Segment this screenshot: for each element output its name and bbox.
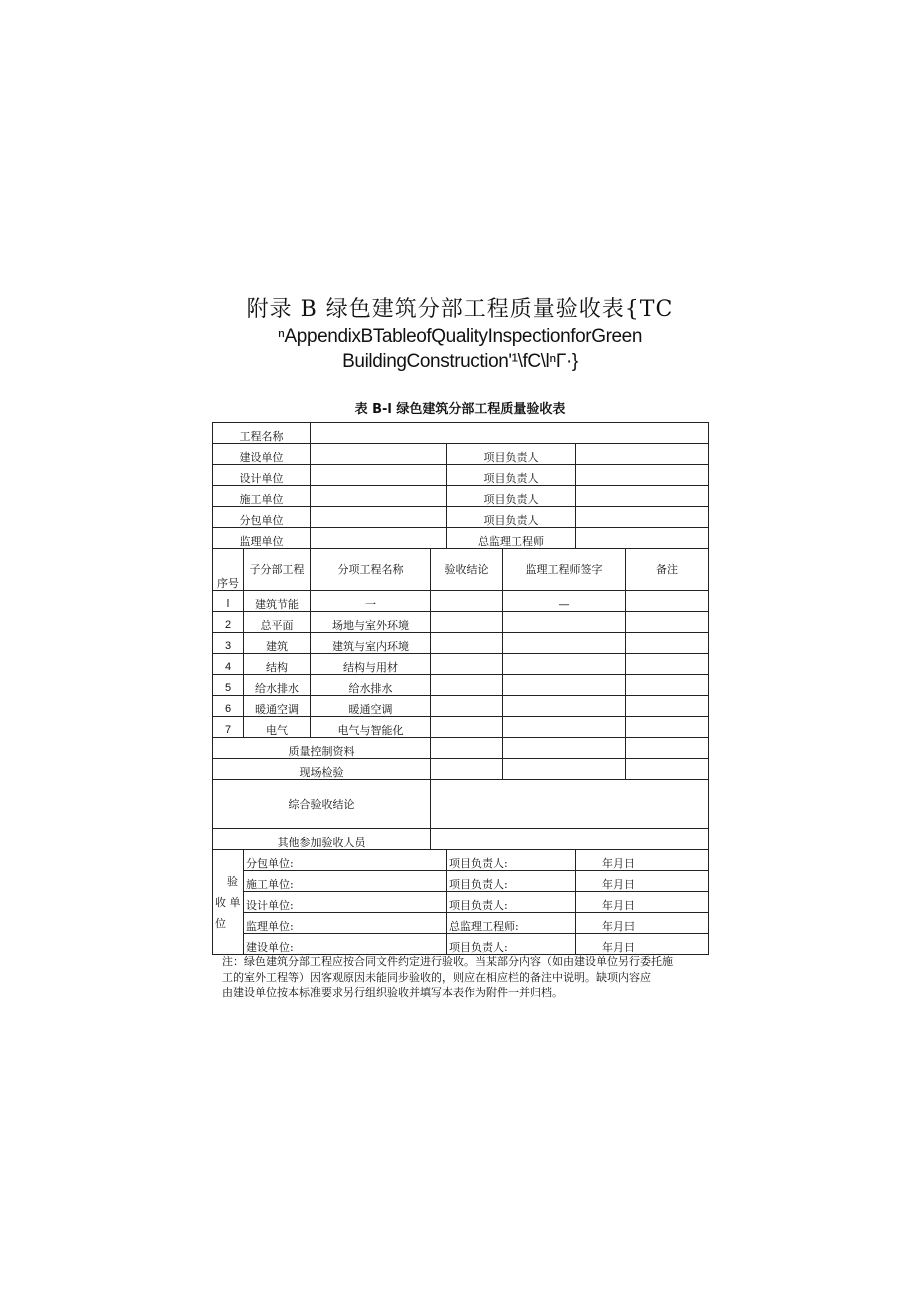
acceptance-row: [213, 871, 709, 892]
acceptance-role[interactable]: 项目负责人:: [447, 892, 576, 913]
sign-cell[interactable]: [503, 675, 626, 696]
result-cell[interactable]: [431, 591, 503, 612]
sign-cell[interactable]: [503, 738, 626, 759]
acceptance-units-label: [213, 850, 244, 955]
sub-project: 建筑节能: [244, 591, 311, 612]
acceptance-label-2: 收 单: [215, 895, 241, 909]
acceptance-date[interactable]: 年月日: [576, 871, 709, 892]
role-value[interactable]: [576, 486, 709, 507]
acceptance-row: [213, 850, 709, 871]
others-row: [213, 829, 709, 850]
appendix-title-cn: 附录 B 绿色建筑分部工程质量验收表{TC: [246, 297, 674, 322]
item-name: 给水排水: [311, 675, 431, 696]
role-value[interactable]: [576, 465, 709, 486]
sign-cell[interactable]: [503, 633, 626, 654]
result-cell[interactable]: [431, 675, 503, 696]
row-number: 7: [213, 717, 244, 738]
acceptance-row: [213, 892, 709, 913]
row-number: 6: [213, 696, 244, 717]
table-row: [213, 591, 709, 612]
column-header-row: [213, 549, 709, 591]
remark-cell[interactable]: [626, 633, 709, 654]
role-label: 项目负责人: [447, 444, 576, 465]
result-cell[interactable]: [431, 696, 503, 717]
remark-header: 备注: [626, 549, 709, 591]
project-name-row: [213, 423, 709, 444]
remark-cell[interactable]: [626, 612, 709, 633]
sub-project: 建筑: [244, 633, 311, 654]
row-number: 5: [213, 675, 244, 696]
item-name: 电气与智能化: [311, 717, 431, 738]
footnote-line-3: 由建设单位按本标准要求另行组织验收并填写本表作为附件一并归档。: [222, 986, 563, 999]
acceptance-role[interactable]: 总监理工程师:: [447, 913, 576, 934]
remark-cell[interactable]: [626, 759, 709, 780]
appendix-title-en-2: BuildingConstruction'¹\fC\lⁿΓ·}: [342, 351, 578, 372]
result-header: 验收结论: [431, 549, 503, 591]
table-row: [213, 633, 709, 654]
acceptance-date[interactable]: 年月日: [576, 892, 709, 913]
sign-cell[interactable]: [503, 717, 626, 738]
others-label: 其他参加验收人员: [213, 829, 431, 850]
item-name: 暖通空调: [311, 696, 431, 717]
sub-project: 暖通空调: [244, 696, 311, 717]
role-value[interactable]: [576, 507, 709, 528]
remark-cell[interactable]: [626, 591, 709, 612]
overall-row: [213, 780, 709, 829]
remark-cell[interactable]: [626, 675, 709, 696]
item-name: 场地与室外环境: [311, 612, 431, 633]
others-value[interactable]: [431, 829, 709, 850]
row-number: 3: [213, 633, 244, 654]
acceptance-unit[interactable]: 设计单位:: [244, 892, 447, 913]
remark-cell[interactable]: [626, 738, 709, 759]
acceptance-row: [213, 913, 709, 934]
quality-docs-row: [213, 738, 709, 759]
project-name-value[interactable]: [311, 423, 709, 444]
footnote: [222, 954, 692, 1001]
item-name: 建筑与室内环境: [311, 633, 431, 654]
acceptance-unit[interactable]: 分包单位:: [244, 850, 447, 871]
role-label: 项目负责人: [447, 486, 576, 507]
result-cell[interactable]: [431, 612, 503, 633]
acceptance-unit[interactable]: 建设单位:: [244, 934, 447, 955]
acceptance-role[interactable]: 项目负责人:: [447, 871, 576, 892]
remark-cell[interactable]: [626, 654, 709, 675]
sign-cell[interactable]: [503, 654, 626, 675]
acceptance-row: [213, 934, 709, 955]
unit-value[interactable]: [311, 528, 447, 549]
inspection-table: [212, 422, 709, 955]
overall-label: 综合验收结论: [213, 780, 431, 829]
acceptance-unit[interactable]: 监理单位:: [244, 913, 447, 934]
unit-value[interactable]: [311, 507, 447, 528]
table-row: [213, 654, 709, 675]
table-caption: 表 B-l 绿色建筑分部工程质量验收表: [354, 402, 566, 417]
unit-label: 施工单位: [213, 486, 311, 507]
info-row: [213, 507, 709, 528]
sub-project: 电气: [244, 717, 311, 738]
role-label: 项目负责人: [447, 465, 576, 486]
acceptance-role[interactable]: 项目负责人:: [447, 934, 576, 955]
info-row: [213, 486, 709, 507]
unit-label: 监理单位: [213, 528, 311, 549]
unit-label: 建设单位: [213, 444, 311, 465]
site-check-row: [213, 759, 709, 780]
footnote-line-2: 工的室外工程等）因客观原因未能同步验收的，则应在相应栏的备注中说明。缺项内容应: [222, 970, 651, 984]
acceptance-date[interactable]: 年月日: [576, 850, 709, 871]
row-number: 2: [213, 612, 244, 633]
remark-cell[interactable]: [626, 717, 709, 738]
row-number: l: [213, 591, 244, 612]
result-cell[interactable]: [431, 654, 503, 675]
site-check-label: 现场检验: [213, 759, 431, 780]
result-cell[interactable]: [431, 717, 503, 738]
role-label: 项目负责人: [447, 507, 576, 528]
seq-header: 序号: [213, 549, 244, 591]
sub-project: 总平面: [244, 612, 311, 633]
row-number: 4: [213, 654, 244, 675]
role-value[interactable]: [576, 444, 709, 465]
overall-value[interactable]: [431, 780, 709, 829]
quality-docs-label: 质量控制资料: [213, 738, 431, 759]
result-cell[interactable]: [431, 738, 503, 759]
info-row: [213, 528, 709, 549]
item-name: 结构与用材: [311, 654, 431, 675]
footnote-line-1: 注：绿色建筑分部工程应按合同文件约定进行验收。当某部分内容（如由建设单位另行委托施: [222, 955, 673, 968]
sign-cell[interactable]: [503, 696, 626, 717]
sign-cell[interactable]: [503, 759, 626, 780]
result-cell[interactable]: [431, 633, 503, 654]
sign-cell[interactable]: [503, 612, 626, 633]
unit-value[interactable]: [311, 465, 447, 486]
project-name-label: 工程名称: [213, 423, 311, 444]
info-row: [213, 444, 709, 465]
appendix-title-en-1: ⁿAppendixBTableofQualityInspectionforGreen: [277, 326, 643, 347]
info-row: [213, 465, 709, 486]
unit-value[interactable]: [311, 486, 447, 507]
sub-project: 结构: [244, 654, 311, 675]
acceptance-date[interactable]: 年月曰: [576, 913, 709, 934]
role-label: 总监理工程师: [447, 528, 576, 549]
item-name: 一: [311, 591, 431, 612]
acceptance-label-1: 验: [227, 874, 238, 888]
unit-label: 设计单位: [213, 465, 311, 486]
remark-cell[interactable]: [626, 696, 709, 717]
sign-header: 监理工程师签字: [503, 549, 626, 591]
acceptance-role[interactable]: 项目负责人:: [447, 850, 576, 871]
role-value[interactable]: [576, 528, 709, 549]
item-header: 分项工程名称: [311, 549, 431, 591]
result-cell[interactable]: [431, 759, 503, 780]
table-row: [213, 612, 709, 633]
sub-project: 给水排水: [244, 675, 311, 696]
table-row: [213, 696, 709, 717]
table-row: [213, 675, 709, 696]
sign-cell[interactable]: —: [503, 591, 626, 612]
sub-header: 子分部工程: [244, 549, 311, 591]
acceptance-unit[interactable]: 施工单位:: [244, 871, 447, 892]
acceptance-label-3: 位: [215, 916, 226, 930]
table-row: [213, 717, 709, 738]
unit-value[interactable]: [311, 444, 447, 465]
unit-label: 分包单位: [213, 507, 311, 528]
acceptance-date[interactable]: 年月日: [576, 934, 709, 955]
